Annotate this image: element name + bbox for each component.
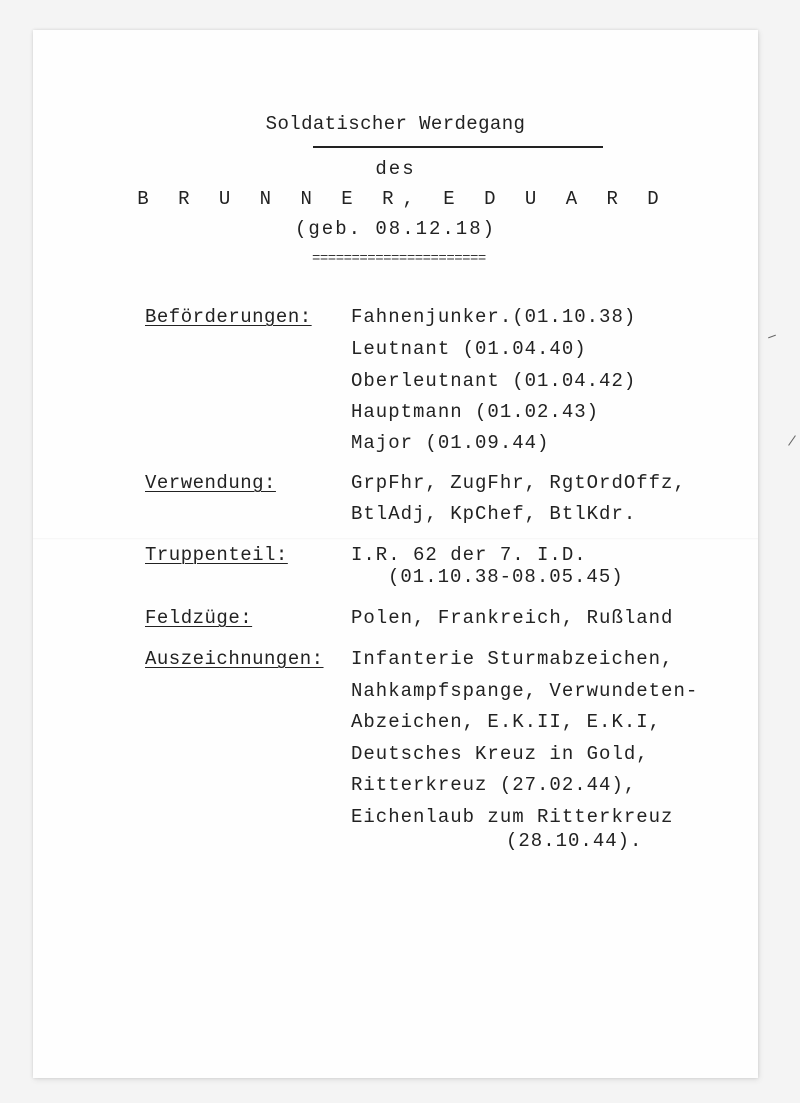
promotion-line: Leutnant (01.04.40) (351, 338, 587, 360)
label-truppenteil: Truppenteil: (145, 544, 288, 566)
label-auszeichnungen: Auszeichnungen: (145, 648, 324, 670)
campaign-line: Polen, Frankreich, Rußland (351, 607, 674, 629)
separator-line: ====================== (312, 251, 486, 267)
promotion-line: Fahnenjunker.(01.10.38) (351, 306, 637, 328)
award-line: Ritterkreuz (27.02.44), (351, 774, 637, 796)
label-befoerderungen: Beförderungen: (145, 306, 312, 328)
award-line: Infanterie Sturmabzeichen, (351, 648, 674, 670)
assignment-line: GrpFhr, ZugFhr, RgtOrdOffz, (351, 472, 686, 494)
promotion-line: Hauptmann (01.02.43) (351, 401, 600, 423)
unit-line: I.R. 62 der 7. I.D. (351, 544, 587, 566)
document-title: Soldatischer Werdegang (265, 113, 526, 135)
label-verwendung: Verwendung: (145, 472, 276, 494)
award-line: Abzeichen, E.K.II, E.K.I, (351, 711, 662, 733)
birth-date: (geb. 08.12.18) (294, 218, 497, 240)
promotion-line: Oberleutnant (01.04.42) (351, 370, 637, 392)
person-name: B R U N N E R, E D U A R D (137, 188, 668, 210)
title-underline (313, 146, 603, 148)
des-line: des (375, 158, 416, 180)
paper-speck (768, 335, 776, 339)
paper-speck (788, 435, 796, 445)
award-line: Deutsches Kreuz in Gold, (351, 743, 649, 765)
award-line: Eichenlaub zum Ritterkreuz (351, 806, 674, 828)
award-line: (28.10.44). (506, 830, 643, 852)
unit-line: (01.10.38-08.05.45) (388, 566, 624, 588)
award-line: Nahkampfspange, Verwundeten- (351, 680, 699, 702)
assignment-line: BtlAdj, KpChef, BtlKdr. (351, 503, 637, 525)
promotion-line: Major (01.09.44) (351, 432, 550, 454)
paper-fold (33, 538, 758, 540)
label-feldzuege: Feldzüge: (145, 607, 253, 629)
